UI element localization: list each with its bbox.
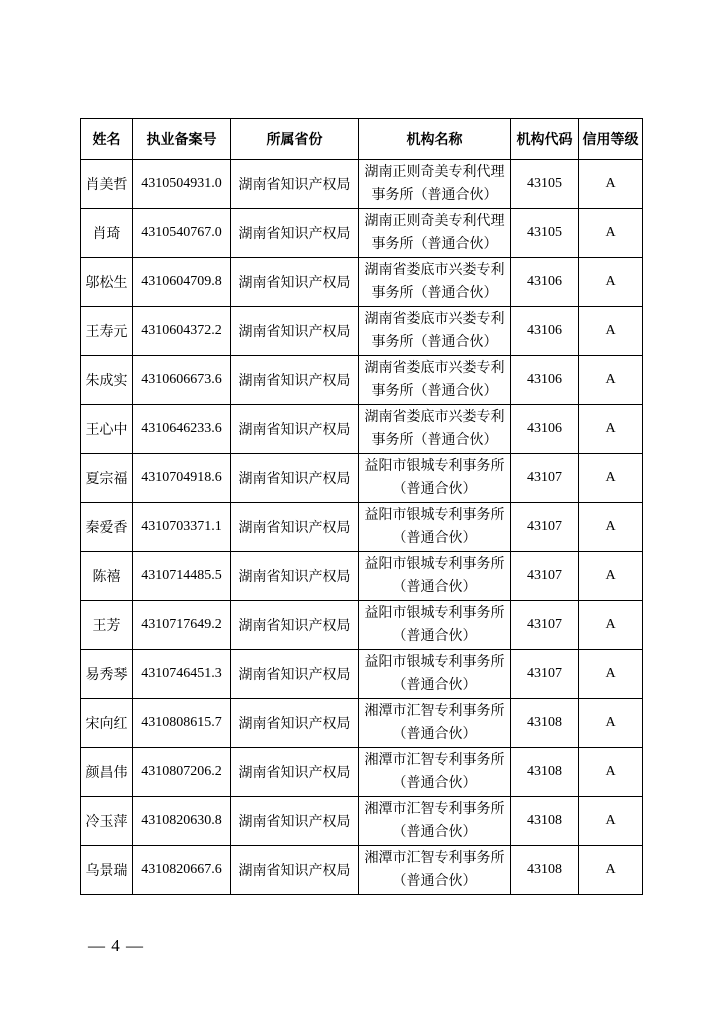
- table-row: [81, 748, 643, 797]
- header-province: 所属省份: [231, 119, 359, 160]
- table-row: [81, 699, 643, 748]
- org-name-line-2: （普通合伙）: [392, 579, 477, 595]
- cell-credit-grade: A: [579, 454, 643, 503]
- org-name-line-2: 事务所（普通合伙）: [371, 432, 498, 448]
- cell-record-no: 4310604372.2: [133, 307, 231, 356]
- cell-record-no: 4310540767.0: [133, 209, 231, 258]
- cell-org-name: [359, 160, 511, 209]
- org-name-line-2: （普通合伙）: [392, 775, 477, 791]
- table-row: [81, 356, 643, 405]
- cell-org-name: [359, 601, 511, 650]
- org-name-line-1: 湖南省娄底市兴娄专利: [364, 262, 505, 278]
- cell-record-no: 4310820667.6: [133, 846, 231, 895]
- cell-record-no: 4310703371.1: [133, 503, 231, 552]
- cell-name: 易秀琴: [81, 650, 133, 699]
- cell-province: 湖南省知识产权局: [231, 601, 359, 650]
- header-credit-grade: 信用等级: [579, 119, 643, 160]
- org-name-line-2: 事务所（普通合伙）: [371, 236, 498, 252]
- org-name-line-1: 湘潭市汇智专利事务所: [364, 850, 505, 866]
- cell-org-name: [359, 454, 511, 503]
- org-name-line-2: （普通合伙）: [392, 873, 477, 889]
- cell-province: 湖南省知识产权局: [231, 356, 359, 405]
- table-row: [81, 307, 643, 356]
- org-name-line-2: （普通合伙）: [392, 628, 477, 644]
- page-number: — 4 —: [88, 936, 144, 955]
- cell-org-code: 43106: [511, 356, 579, 405]
- cell-org-name: [359, 356, 511, 405]
- cell-record-no: 4310606673.6: [133, 356, 231, 405]
- org-name-line-2: （普通合伙）: [392, 481, 477, 497]
- cell-org-code: 43105: [511, 160, 579, 209]
- org-name-line-1: 湖南正则奇美专利代理: [364, 213, 505, 229]
- org-name-line-2: 事务所（普通合伙）: [371, 383, 498, 399]
- org-name-line-1: 益阳市银城专利事务所: [364, 556, 505, 572]
- header-org-name: 机构名称: [359, 119, 511, 160]
- cell-record-no: 4310504931.0: [133, 160, 231, 209]
- cell-name: 冷玉萍: [81, 797, 133, 846]
- cell-org-name: [359, 503, 511, 552]
- table-row: [81, 601, 643, 650]
- cell-org-name: [359, 258, 511, 307]
- cell-province: 湖南省知识产权局: [231, 209, 359, 258]
- cell-record-no: 4310604709.8: [133, 258, 231, 307]
- org-name-line-1: 湖南正则奇美专利代理: [364, 164, 505, 180]
- cell-credit-grade: A: [579, 748, 643, 797]
- cell-name: 肖琦: [81, 209, 133, 258]
- header-org-code: 机构代码: [511, 119, 579, 160]
- cell-name: 朱成实: [81, 356, 133, 405]
- cell-name: 秦爱香: [81, 503, 133, 552]
- org-name-line-1: 益阳市银城专利事务所: [364, 458, 505, 474]
- header-record-no: 执业备案号: [133, 119, 231, 160]
- cell-province: 湖南省知识产权局: [231, 846, 359, 895]
- cell-org-code: 43106: [511, 307, 579, 356]
- cell-org-name: [359, 307, 511, 356]
- org-name-line-2: （普通合伙）: [392, 677, 477, 693]
- cell-org-code: 43106: [511, 405, 579, 454]
- cell-province: 湖南省知识产权局: [231, 748, 359, 797]
- cell-org-name: [359, 650, 511, 699]
- org-name-line-1: 湘潭市汇智专利事务所: [364, 801, 505, 817]
- org-name-line-1: 湖南省娄底市兴娄专利: [364, 311, 505, 327]
- cell-record-no: 4310704918.6: [133, 454, 231, 503]
- cell-record-no: 4310807206.2: [133, 748, 231, 797]
- cell-credit-grade: A: [579, 797, 643, 846]
- cell-province: 湖南省知识产权局: [231, 454, 359, 503]
- cell-org-name: [359, 699, 511, 748]
- org-name-line-1: 湖南省娄底市兴娄专利: [364, 360, 505, 376]
- cell-credit-grade: A: [579, 307, 643, 356]
- cell-name: 宋向红: [81, 699, 133, 748]
- cell-org-code: 43108: [511, 797, 579, 846]
- table-row: [81, 846, 643, 895]
- cell-record-no: 4310717649.2: [133, 601, 231, 650]
- header-name: 姓名: [81, 119, 133, 160]
- cell-province: 湖南省知识产权局: [231, 405, 359, 454]
- org-name-line-2: 事务所（普通合伙）: [371, 285, 498, 301]
- cell-province: 湖南省知识产权局: [231, 307, 359, 356]
- org-name-line-1: 益阳市银城专利事务所: [364, 654, 505, 670]
- cell-province: 湖南省知识产权局: [231, 699, 359, 748]
- org-name-line-1: 湘潭市汇智专利事务所: [364, 752, 505, 768]
- table-body: [81, 160, 643, 895]
- org-name-line-2: （普通合伙）: [392, 824, 477, 840]
- cell-name: 王寿元: [81, 307, 133, 356]
- cell-org-name: [359, 748, 511, 797]
- cell-name: 王芳: [81, 601, 133, 650]
- cell-org-code: 43107: [511, 552, 579, 601]
- cell-record-no: 4310820630.8: [133, 797, 231, 846]
- cell-org-code: 43108: [511, 846, 579, 895]
- table-row: [81, 797, 643, 846]
- cell-record-no: 4310808615.7: [133, 699, 231, 748]
- org-name-line-2: （普通合伙）: [392, 530, 477, 546]
- cell-org-name: [359, 405, 511, 454]
- cell-credit-grade: A: [579, 209, 643, 258]
- cell-credit-grade: A: [579, 552, 643, 601]
- cell-org-code: 43107: [511, 601, 579, 650]
- table-row: [81, 209, 643, 258]
- table-row: [81, 160, 643, 209]
- cell-org-name: [359, 209, 511, 258]
- cell-org-code: 43107: [511, 503, 579, 552]
- org-name-line-2: （普通合伙）: [392, 726, 477, 742]
- cell-org-code: 43106: [511, 258, 579, 307]
- cell-name: 肖美哲: [81, 160, 133, 209]
- cell-credit-grade: A: [579, 160, 643, 209]
- cell-record-no: 4310746451.3: [133, 650, 231, 699]
- cell-name: 颜昌伟: [81, 748, 133, 797]
- cell-province: 湖南省知识产权局: [231, 258, 359, 307]
- cell-credit-grade: A: [579, 405, 643, 454]
- cell-name: 夏宗福: [81, 454, 133, 503]
- cell-credit-grade: A: [579, 699, 643, 748]
- cell-credit-grade: A: [579, 258, 643, 307]
- table-row: [81, 405, 643, 454]
- table-row: [81, 258, 643, 307]
- cell-org-code: 43105: [511, 209, 579, 258]
- cell-org-code: 43108: [511, 748, 579, 797]
- agent-credit-table: [80, 118, 643, 895]
- cell-org-name: [359, 797, 511, 846]
- cell-org-name: [359, 552, 511, 601]
- table-row: [81, 503, 643, 552]
- cell-province: 湖南省知识产权局: [231, 160, 359, 209]
- org-name-line-2: 事务所（普通合伙）: [371, 334, 498, 350]
- cell-name: 乌景瑞: [81, 846, 133, 895]
- cell-province: 湖南省知识产权局: [231, 797, 359, 846]
- cell-org-code: 43107: [511, 650, 579, 699]
- org-name-line-1: 湘潭市汇智专利事务所: [364, 703, 505, 719]
- cell-org-code: 43108: [511, 699, 579, 748]
- table-header-row: [81, 119, 643, 160]
- org-name-line-1: 益阳市银城专利事务所: [364, 605, 505, 621]
- cell-credit-grade: A: [579, 650, 643, 699]
- org-name-line-1: 益阳市银城专利事务所: [364, 507, 505, 523]
- cell-org-code: 43107: [511, 454, 579, 503]
- cell-name: 邬松生: [81, 258, 133, 307]
- org-name-line-1: 湖南省娄底市兴娄专利: [364, 409, 505, 425]
- cell-province: 湖南省知识产权局: [231, 650, 359, 699]
- cell-record-no: 4310714485.5: [133, 552, 231, 601]
- cell-name: 陈禧: [81, 552, 133, 601]
- cell-credit-grade: A: [579, 601, 643, 650]
- org-name-line-2: 事务所（普通合伙）: [371, 187, 498, 203]
- cell-credit-grade: A: [579, 846, 643, 895]
- table-row: [81, 650, 643, 699]
- cell-record-no: 4310646233.6: [133, 405, 231, 454]
- cell-org-name: [359, 846, 511, 895]
- cell-name: 王心中: [81, 405, 133, 454]
- cell-province: 湖南省知识产权局: [231, 503, 359, 552]
- table-row: [81, 454, 643, 503]
- cell-credit-grade: A: [579, 503, 643, 552]
- cell-province: 湖南省知识产权局: [231, 552, 359, 601]
- table-row: [81, 552, 643, 601]
- cell-credit-grade: A: [579, 356, 643, 405]
